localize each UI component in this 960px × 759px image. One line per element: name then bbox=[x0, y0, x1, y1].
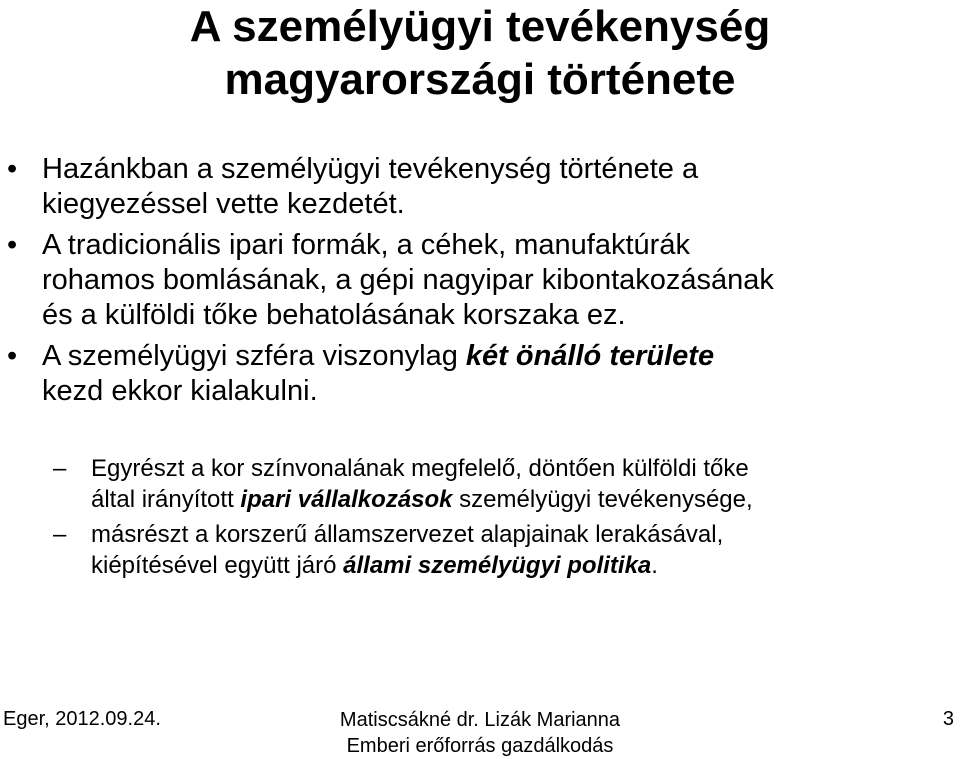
bullet-marker: • bbox=[7, 229, 18, 261]
subbullet-text-line: Egyrészt a kor színvonalának megfelelő, döntően külföldi tőke bbox=[91, 455, 749, 482]
subbullet-item bbox=[0, 453, 960, 515]
subbullet-text-plain: kiépítésével együtt járó bbox=[91, 552, 344, 579]
bullet-text-line: rohamos bomlásának, a gépi nagyipar kibontakozásának bbox=[42, 264, 774, 296]
bullet-text-line: A tradicionális ipari formák, a céhek, manufaktúrák bbox=[42, 229, 690, 261]
slide-title-line-2: magyarországi története bbox=[224, 55, 736, 104]
bullet-item bbox=[0, 228, 960, 333]
subbullet-text-emphasis: állami személyügyi politika bbox=[343, 552, 652, 579]
bullet-item bbox=[0, 152, 960, 222]
subbullet-text-plain: személyügyi tevékenysége, bbox=[452, 486, 753, 513]
footer-author bbox=[295, 707, 665, 759]
bullet-marker: • bbox=[7, 340, 18, 372]
bullet-marker: • bbox=[7, 153, 18, 185]
subbullet-text-emphasis: ipari vállalkozások bbox=[240, 486, 453, 513]
subbullet-text-plain: . bbox=[651, 552, 658, 579]
subbullet-text-line: másrészt a korszerű államszervezet alapjainak lerakásával, bbox=[91, 521, 724, 548]
bullet-text-line: Hazánkban a személyügyi tevékenység története a bbox=[42, 153, 699, 185]
bullet-text-line bbox=[42, 339, 960, 374]
footer-date: Eger, 2012.09.24. bbox=[3, 708, 161, 730]
bullet-text-line: kiegyezéssel vette kezdetét. bbox=[42, 188, 405, 220]
subbullet-text-line bbox=[91, 550, 960, 581]
subbullet-text-line bbox=[91, 484, 960, 515]
subbullet-list bbox=[0, 453, 960, 585]
slide-title-line-1: A személyügyi tevékenység bbox=[189, 2, 771, 51]
footer-course-name: Emberi erőforrás gazdálkodás bbox=[346, 735, 614, 757]
bullet-list bbox=[0, 152, 960, 415]
subbullet-marker: – bbox=[53, 455, 67, 482]
footer-page-number: 3 bbox=[942, 708, 954, 730]
bullet-text-line: kezd ekkor kialakulni. bbox=[42, 375, 318, 407]
bullet-text-line: és a külföldi tőke behatolásának korszaka ez. bbox=[42, 299, 626, 331]
bullet-item bbox=[0, 339, 960, 409]
slide-title bbox=[0, 0, 960, 106]
footer-author-name: Matiscsákné dr. Lizák Marianna bbox=[339, 709, 621, 731]
bullet-text-plain: A személyügyi szféra viszonylag bbox=[42, 340, 466, 372]
subbullet-text-plain: által irányított bbox=[91, 486, 241, 513]
subbullet-marker: – bbox=[53, 521, 67, 548]
subbullet-item bbox=[0, 519, 960, 581]
bullet-text-emphasis: két önálló területe bbox=[465, 340, 715, 372]
